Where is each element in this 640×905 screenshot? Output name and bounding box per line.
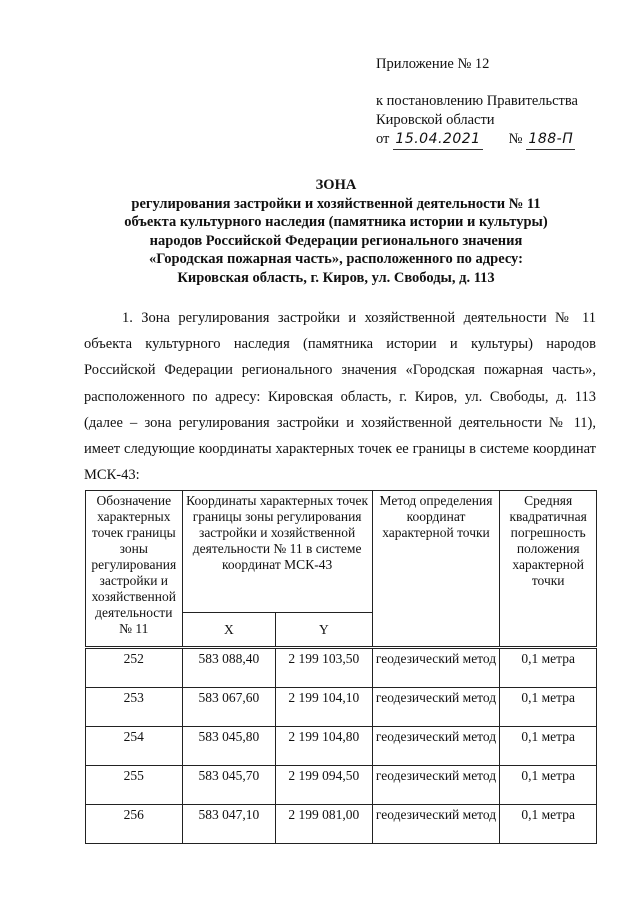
coordinates-table <box>85 490 597 844</box>
appendix-date-line <box>376 130 578 150</box>
cell-point-id: 255 <box>86 766 183 805</box>
handwritten-date: 15.04.2021 <box>393 130 482 150</box>
cell-point-id: 254 <box>86 727 183 766</box>
cell-x: 583 067,60 <box>182 688 275 727</box>
title-line-4: народов Российской Федерации регионального значения <box>149 232 523 249</box>
cell-error: 0,1 метра <box>500 727 597 766</box>
header-y: Y <box>276 613 373 648</box>
cell-method: геодезический метод <box>372 727 500 766</box>
cell-point-id: 252 <box>86 648 183 688</box>
header-x: X <box>182 613 275 648</box>
cell-y: 2 199 094,50 <box>276 766 373 805</box>
body-paragraph <box>84 305 596 488</box>
header-error: Средняя квадратичная погрешность положения характерной точки <box>500 491 597 648</box>
cell-point-id: 256 <box>86 805 183 844</box>
table-row <box>86 688 597 727</box>
table-row <box>86 805 597 844</box>
title-line-5: «Городская пожарная часть», расположенного по адресу: <box>149 251 523 267</box>
cell-point-id: 253 <box>86 688 183 727</box>
cell-x: 583 088,40 <box>182 648 275 688</box>
cell-y: 2 199 103,50 <box>276 648 373 688</box>
header-point-designation: Обозначение характерных точек границы зоны регулирования застройки и хозяйственной деятельности № 11 <box>86 491 183 648</box>
table-row <box>86 727 597 766</box>
document-title <box>60 176 612 287</box>
cell-error: 0,1 метра <box>500 648 597 688</box>
title-line-6: Кировская область, г. Киров, ул. Свободы, д. 113 <box>177 269 495 286</box>
appendix-resolution: к постановлению Правительства <box>376 93 578 109</box>
from-label: от <box>376 131 390 147</box>
cell-x: 583 045,70 <box>182 766 275 805</box>
cell-method: геодезический метод <box>372 688 500 727</box>
cell-y: 2 199 104,10 <box>276 688 373 727</box>
appendix-region: Кировской области <box>376 112 495 128</box>
cell-y: 2 199 081,00 <box>276 805 373 844</box>
title-line-2: регулирования застройки и хозяйственной деятельности № 11 <box>131 195 541 212</box>
appendix-number: Приложение № 12 <box>376 56 490 72</box>
cell-error: 0,1 метра <box>500 805 597 844</box>
title-line-3: объекта культурного наследия (памятника истории и культуры) <box>124 214 548 230</box>
paragraph-text: 1. Зона регулирования застройки и хозяйственной деятельности № 11 объекта культурного наследия (памятника истории и культуры) народов Российской Федерации регионального значения «Городская пожарная часть», расположенного по адресу: Кировская область, г. Киров, ул. Свободы, д. 113 (далее – зона регулирования застройки и хозяйственной деятельности № 11), имеет следующие координаты характерных точек ее границы в системе координат МСК-43: <box>84 310 596 484</box>
cell-error: 0,1 метра <box>500 688 597 727</box>
appendix-block <box>376 55 578 150</box>
handwritten-number: 188-П <box>526 130 575 150</box>
header-method: Метод определения координат характерной точки <box>372 491 500 648</box>
cell-error: 0,1 метра <box>500 766 597 805</box>
cell-method: геодезический метод <box>372 648 500 688</box>
cell-method: геодезический метод <box>372 805 500 844</box>
number-label: № <box>508 131 523 147</box>
table-row <box>86 766 597 805</box>
cell-x: 583 047,10 <box>182 805 275 844</box>
header-coordinates: Координаты характерных точек границы зоны регулирования застройки и хозяйственной деятельности № 11 в системе координат МСК-43 <box>182 491 372 613</box>
title-line-1: ЗОНА <box>315 177 357 193</box>
table-row <box>86 648 597 688</box>
cell-y: 2 199 104,80 <box>276 727 373 766</box>
cell-method: геодезический метод <box>372 766 500 805</box>
cell-x: 583 045,80 <box>182 727 275 766</box>
